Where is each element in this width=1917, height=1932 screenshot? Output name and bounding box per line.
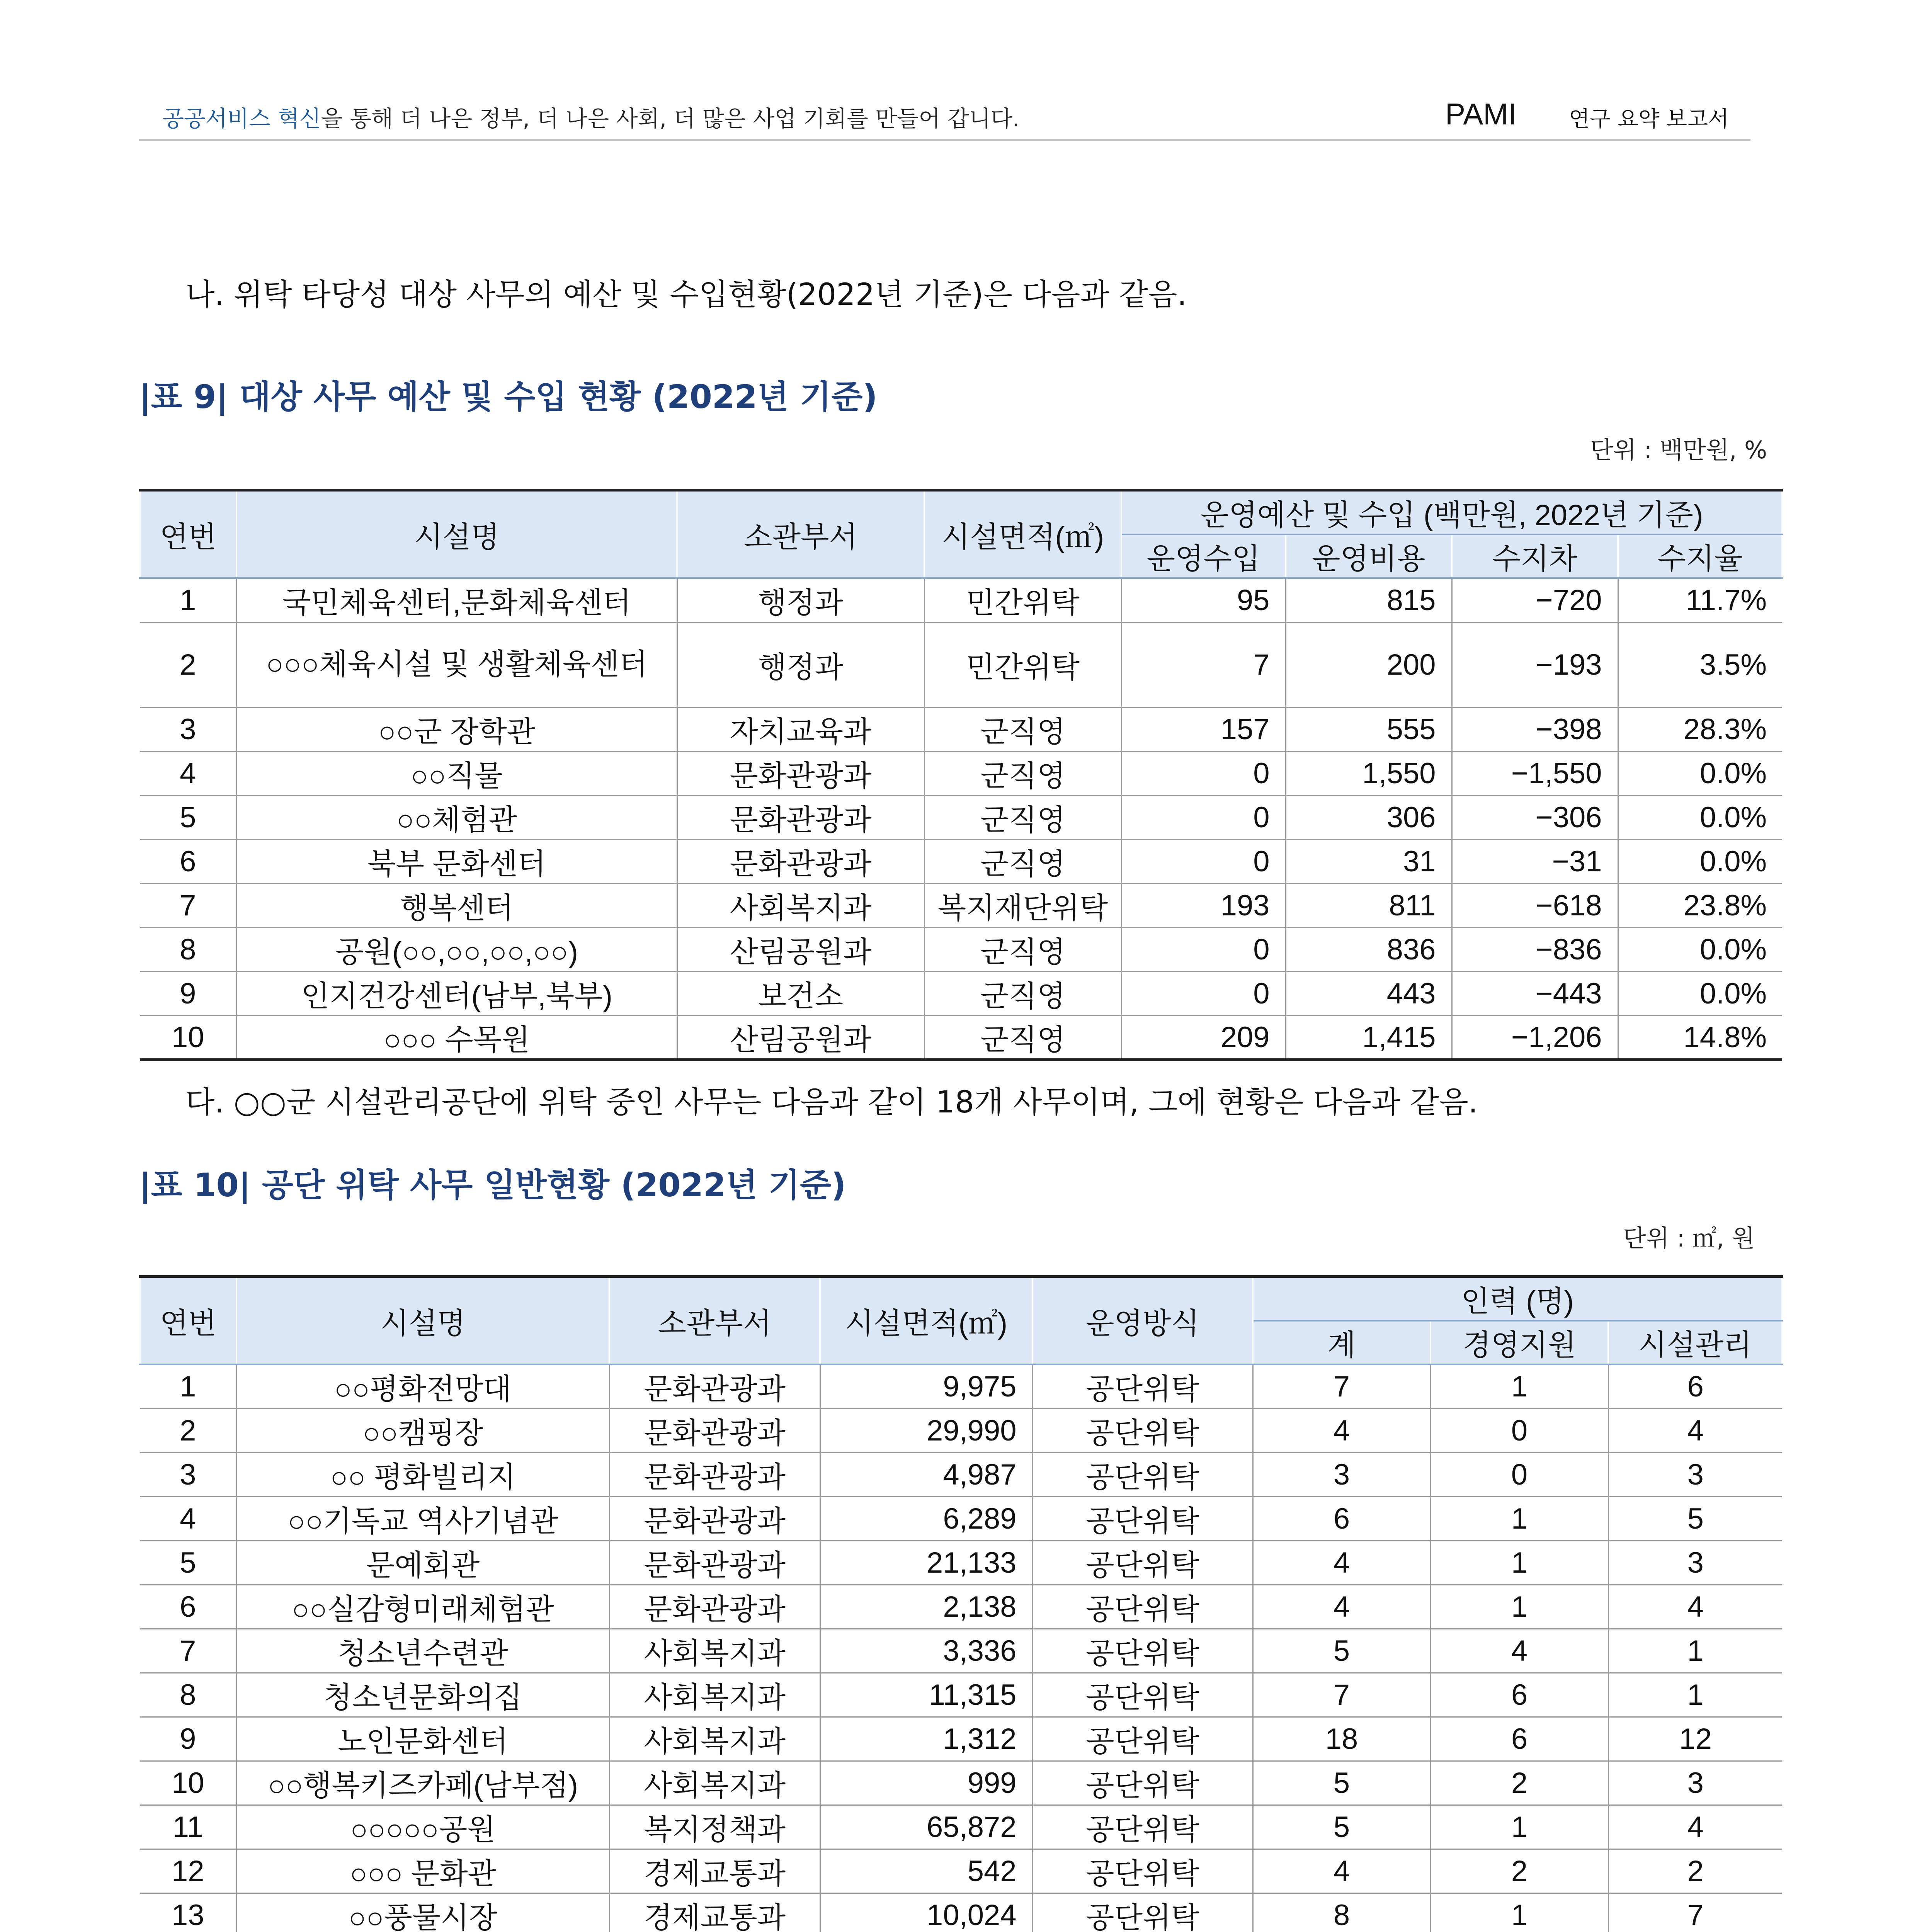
table10-header-total: 계 (1253, 1321, 1431, 1364)
table10-cell-total: 7 (1253, 1364, 1431, 1408)
table10-unit: 단위 : ㎡, 원 (1623, 1224, 1755, 1252)
table10-row (140, 1893, 1782, 1932)
table10-cell-mgmt: 1 (1431, 1585, 1608, 1629)
table10-cell-total: 4 (1253, 1408, 1431, 1452)
table10-cell-facility: 3 (1608, 1452, 1782, 1497)
table10-cell-total: 3 (1253, 1452, 1431, 1497)
table9-cell-no: 5 (140, 795, 236, 839)
table10-cell-facility: 6 (1608, 1364, 1782, 1408)
table10-cell-dept: 문화관광과 (609, 1585, 820, 1629)
table10-cell-mgmt: 0 (1431, 1452, 1608, 1497)
header-brand: PAMI (1445, 97, 1517, 131)
table9-cell-area: 군직영 (924, 707, 1121, 751)
header-tagline (162, 100, 1019, 133)
table10-cell-mgmt: 4 (1431, 1629, 1608, 1673)
table10-cell-no: 8 (140, 1673, 236, 1717)
table10-cell-method: 공단위탁 (1032, 1849, 1253, 1893)
header-tagline-accent: 공공서비스 혁신 (162, 105, 321, 132)
table10-row (140, 1585, 1782, 1629)
table10-cell-method: 공단위탁 (1032, 1629, 1253, 1673)
paragraph-na: 나. 위탁 타당성 대상 사무의 예산 및 수입현황(2022년 기준)은 다음과 같음. (185, 277, 1187, 312)
table9-cell-revenue: 157 (1121, 707, 1286, 751)
table10-cell-name: ○○풍물시장 (236, 1893, 609, 1932)
table10-header-area: 시설면적(㎡) (820, 1277, 1032, 1365)
table9-cell-no: 2 (140, 622, 236, 707)
table10-cell-facility: 4 (1608, 1408, 1782, 1452)
table10-row (140, 1364, 1782, 1408)
table10-cell-mgmt: 1 (1431, 1805, 1608, 1849)
table9-cell-name: ○○직물 (236, 751, 677, 795)
table9-cell-balance: −836 (1452, 927, 1618, 971)
table9-cell-cost: 1,415 (1286, 1015, 1452, 1060)
table9-cell-no: 6 (140, 839, 236, 883)
table10-cell-method: 공단위탁 (1032, 1541, 1253, 1585)
table9-cell-ratio: 11.7% (1618, 578, 1782, 622)
table9-cell-area: 민간위탁 (924, 578, 1121, 622)
table9-cell-no: 1 (140, 578, 236, 622)
table9-cell-cost: 443 (1286, 971, 1452, 1015)
table9-cell-ratio: 28.3% (1618, 707, 1782, 751)
table10-row (140, 1408, 1782, 1452)
table9-cell-area: 복지재단위탁 (924, 883, 1121, 927)
table9-cell-balance: −1,206 (1452, 1015, 1618, 1060)
header-doc-type: 연구 요약 보고서 (1569, 107, 1729, 132)
table9-cell-name: 행복센터 (236, 883, 677, 927)
paragraph-da: 다. ○○군 시설관리공단에 위탁 중인 사무는 다음과 같이 18개 사무이며, 그에 현황은 다음과 같음. (185, 1085, 1478, 1120)
table10-header-mgmt: 경영지원 (1431, 1321, 1608, 1364)
table10-cell-total: 6 (1253, 1497, 1431, 1541)
table9-unit: 단위 : 백만원, % (1590, 436, 1767, 464)
table9-header-name: 시설명 (236, 490, 677, 578)
table10-cell-mgmt: 2 (1431, 1761, 1608, 1805)
table10-cell-area: 11,315 (820, 1673, 1032, 1717)
table9-cell-name: 북부 문화센터 (236, 839, 677, 883)
table9-header-area: 시설면적(㎡) (924, 490, 1121, 578)
table9-cell-no: 10 (140, 1015, 236, 1060)
table9-row (140, 883, 1782, 927)
table10-cell-total: 5 (1253, 1805, 1431, 1849)
table10-cell-facility: 5 (1608, 1497, 1782, 1541)
table10-header-method: 운영방식 (1032, 1277, 1253, 1365)
table9-cell-no: 7 (140, 883, 236, 927)
page-header (139, 97, 1750, 141)
table9-header-dept: 소관부서 (677, 490, 924, 578)
table10-cell-mgmt: 1 (1431, 1364, 1608, 1408)
table9-cell-ratio: 0.0% (1618, 971, 1782, 1015)
table9-cell-area: 민간위탁 (924, 622, 1121, 707)
table10-cell-area: 21,133 (820, 1541, 1032, 1585)
table10-cell-facility: 2 (1608, 1849, 1782, 1893)
table10-cell-method: 공단위탁 (1032, 1673, 1253, 1717)
table10-cell-name: ○○실감형미래체험관 (236, 1585, 609, 1629)
table9-cell-name: 인지건강센터(남부,북부) (236, 971, 677, 1015)
table10-cell-dept: 사회복지과 (609, 1673, 820, 1717)
table9-cell-dept: 행정과 (677, 622, 924, 707)
table9-cell-revenue: 0 (1121, 971, 1286, 1015)
table10-row (140, 1849, 1782, 1893)
table9-cell-cost: 836 (1286, 927, 1452, 971)
table10-cell-area: 29,990 (820, 1408, 1032, 1452)
table9-cell-no: 9 (140, 971, 236, 1015)
table9-cell-balance: −398 (1452, 707, 1618, 751)
table9-cell-cost: 815 (1286, 578, 1452, 622)
table9-cell-revenue: 209 (1121, 1015, 1286, 1060)
table10-cell-name: ○○행복키즈카페(남부점) (236, 1761, 609, 1805)
table10-cell-name: ○○○○○공원 (236, 1805, 609, 1849)
table9-cell-dept: 문화관광과 (677, 751, 924, 795)
table10-cell-method: 공단위탁 (1032, 1364, 1253, 1408)
table9-cell-name: ○○○체육시설 및 생활체육센터 (236, 622, 677, 707)
table10-cell-name: ○○○ 문화관 (236, 1849, 609, 1893)
table9-cell-revenue: 0 (1121, 751, 1286, 795)
table9-cell-balance: −306 (1452, 795, 1618, 839)
table10-cell-mgmt: 6 (1431, 1673, 1608, 1717)
table9-row (140, 795, 1782, 839)
table10-cell-facility: 1 (1608, 1673, 1782, 1717)
table10-cell-dept: 사회복지과 (609, 1717, 820, 1761)
table9-cell-cost: 555 (1286, 707, 1452, 751)
table9-cell-ratio: 0.0% (1618, 751, 1782, 795)
table9-cell-dept: 산림공원과 (677, 1015, 924, 1060)
table10-cell-dept: 문화관광과 (609, 1408, 820, 1452)
table9-cell-cost: 31 (1286, 839, 1452, 883)
table9-row (140, 622, 1782, 707)
table9-cell-name: ○○○ 수목원 (236, 1015, 677, 1060)
table9-cell-dept: 산림공원과 (677, 927, 924, 971)
table9-cell-balance: −443 (1452, 971, 1618, 1015)
table9-cell-ratio: 14.8% (1618, 1015, 1782, 1060)
table9-cell-revenue: 7 (1121, 622, 1286, 707)
table10-cell-no: 13 (140, 1893, 236, 1932)
table9-cell-revenue: 193 (1121, 883, 1286, 927)
table9-cell-cost: 811 (1286, 883, 1452, 927)
table10-row (140, 1452, 1782, 1497)
table10-cell-name: ○○기독교 역사기념관 (236, 1497, 609, 1541)
table10-cell-area: 10,024 (820, 1893, 1032, 1932)
table9-cell-no: 8 (140, 927, 236, 971)
table9-cell-area: 군직영 (924, 751, 1121, 795)
table10-cell-area: 542 (820, 1849, 1032, 1893)
table10-cell-dept: 사회복지과 (609, 1629, 820, 1673)
table10-title: |표 10| 공단 위탁 사무 일반현황 (2022년 기준) (139, 1166, 846, 1204)
table9-cell-name: ○○체험관 (236, 795, 677, 839)
table10-cell-no: 7 (140, 1629, 236, 1673)
table10-cell-total: 8 (1253, 1893, 1431, 1932)
table9-row (140, 1015, 1782, 1060)
table10-cell-dept: 경제교통과 (609, 1849, 820, 1893)
table10-cell-method: 공단위탁 (1032, 1452, 1253, 1497)
table9-cell-area: 군직영 (924, 795, 1121, 839)
table10-cell-facility: 4 (1608, 1805, 1782, 1849)
table10-body (140, 1364, 1782, 1932)
table9-cell-no: 4 (140, 751, 236, 795)
table9-cell-ratio: 0.0% (1618, 839, 1782, 883)
table10-cell-method: 공단위탁 (1032, 1497, 1253, 1541)
table10-cell-name: ○○평화전망대 (236, 1364, 609, 1408)
table9-cell-area: 군직영 (924, 839, 1121, 883)
table10-cell-name: 청소년문화의집 (236, 1673, 609, 1717)
table10-cell-total: 4 (1253, 1585, 1431, 1629)
table9-cell-name: ○○군 장학관 (236, 707, 677, 751)
table9-cell-revenue: 0 (1121, 839, 1286, 883)
header-tagline-rest: 을 통해 더 나은 정부, 더 나은 사회, 더 많은 사업 기회를 만들어 갑니다. (321, 105, 1020, 132)
table10-cell-facility: 12 (1608, 1717, 1782, 1761)
table10-cell-facility: 3 (1608, 1761, 1782, 1805)
table9-title: |표 9| 대상 사무 예산 및 수입 현황 (2022년 기준) (139, 378, 878, 416)
table10-header-name: 시설명 (236, 1277, 609, 1365)
table10-cell-no: 3 (140, 1452, 236, 1497)
table10-cell-name: 청소년수련관 (236, 1629, 609, 1673)
table9-cell-balance: −193 (1452, 622, 1618, 707)
table10-cell-facility: 7 (1608, 1893, 1782, 1932)
table10-cell-name: 노인문화센터 (236, 1717, 609, 1761)
table10-cell-no: 9 (140, 1717, 236, 1761)
table9-header-ratio: 수지율 (1618, 534, 1782, 578)
table9-body (140, 578, 1782, 1060)
table9-cell-balance: −31 (1452, 839, 1618, 883)
table10-cell-mgmt: 2 (1431, 1849, 1608, 1893)
table10-cell-facility: 1 (1608, 1629, 1782, 1673)
table10-cell-method: 공단위탁 (1032, 1805, 1253, 1849)
table10-cell-total: 5 (1253, 1629, 1431, 1673)
table9-cell-revenue: 0 (1121, 927, 1286, 971)
table10-row (140, 1629, 1782, 1673)
table10-cell-total: 4 (1253, 1541, 1431, 1585)
table9-cell-cost: 200 (1286, 622, 1452, 707)
table10-header-dept: 소관부서 (609, 1277, 820, 1365)
table10-cell-no: 1 (140, 1364, 236, 1408)
table10-cell-dept: 사회복지과 (609, 1761, 820, 1805)
table9-cell-dept: 문화관광과 (677, 795, 924, 839)
table9-cell-dept: 사회복지과 (677, 883, 924, 927)
table10-cell-method: 공단위탁 (1032, 1717, 1253, 1761)
table9-cell-ratio: 0.0% (1618, 795, 1782, 839)
table9-cell-name: 공원(○○,○○,○○,○○) (236, 927, 677, 971)
table10-cell-area: 4,987 (820, 1452, 1032, 1497)
table9-cell-name: 국민체육센터,문화체육센터 (236, 578, 677, 622)
table10-cell-mgmt: 6 (1431, 1717, 1608, 1761)
table10-cell-method: 공단위탁 (1032, 1585, 1253, 1629)
table10-cell-name: ○○캠핑장 (236, 1408, 609, 1452)
table10-cell-area: 2,138 (820, 1585, 1032, 1629)
table9-header-cost: 운영비용 (1286, 534, 1452, 578)
table10-cell-dept: 문화관광과 (609, 1497, 820, 1541)
table9-cell-area: 군직영 (924, 1015, 1121, 1060)
table10-cell-no: 2 (140, 1408, 236, 1452)
table10-row (140, 1497, 1782, 1541)
table10-cell-facility: 3 (1608, 1541, 1782, 1585)
table10-cell-name: 문예회관 (236, 1541, 609, 1585)
table9-header-group: 운영예산 및 수입 (백만원, 2022년 기준) (1121, 490, 1782, 535)
table10-header-facility: 시설관리 (1608, 1321, 1782, 1364)
table10-cell-method: 공단위탁 (1032, 1408, 1253, 1452)
table10-cell-name: ○○ 평화빌리지 (236, 1452, 609, 1497)
table10-cell-mgmt: 1 (1431, 1497, 1608, 1541)
table9-cell-revenue: 95 (1121, 578, 1286, 622)
table10-cell-area: 65,872 (820, 1805, 1032, 1849)
table10-cell-area: 9,975 (820, 1364, 1032, 1408)
table10 (139, 1275, 1783, 1932)
table10-cell-area: 1,312 (820, 1717, 1032, 1761)
table10-row (140, 1717, 1782, 1761)
table9-cell-no: 3 (140, 707, 236, 751)
table9-cell-balance: −1,550 (1452, 751, 1618, 795)
table10-cell-no: 12 (140, 1849, 236, 1893)
table10-cell-total: 7 (1253, 1673, 1431, 1717)
table10-cell-no: 6 (140, 1585, 236, 1629)
table9-header-revenue: 운영수입 (1121, 534, 1286, 578)
table10-cell-no: 5 (140, 1541, 236, 1585)
table10-cell-mgmt: 1 (1431, 1541, 1608, 1585)
table9-cell-ratio: 3.5% (1618, 622, 1782, 707)
table10-cell-method: 공단위탁 (1032, 1893, 1253, 1932)
table9-row (140, 927, 1782, 971)
table10-row (140, 1805, 1782, 1849)
table9-row (140, 707, 1782, 751)
table10-cell-dept: 복지정책과 (609, 1805, 820, 1849)
table10-header-group: 인력 (명) (1253, 1277, 1782, 1321)
table9-row (140, 971, 1782, 1015)
table10-cell-area: 3,336 (820, 1629, 1032, 1673)
table10-cell-total: 4 (1253, 1849, 1431, 1893)
table9-cell-area: 군직영 (924, 927, 1121, 971)
table9-cell-dept: 문화관광과 (677, 839, 924, 883)
table10-cell-no: 11 (140, 1805, 236, 1849)
table9 (139, 489, 1783, 1061)
table9-cell-dept: 자치교육과 (677, 707, 924, 751)
table9-header-no: 연번 (140, 490, 236, 578)
table9-row (140, 578, 1782, 622)
table10-cell-area: 999 (820, 1761, 1032, 1805)
table9-cell-area: 군직영 (924, 971, 1121, 1015)
table9-cell-balance: −618 (1452, 883, 1618, 927)
table9-cell-revenue: 0 (1121, 795, 1286, 839)
table9-cell-ratio: 23.8% (1618, 883, 1782, 927)
table9-cell-dept: 행정과 (677, 578, 924, 622)
table10-cell-no: 4 (140, 1497, 236, 1541)
table9-cell-cost: 306 (1286, 795, 1452, 839)
table9-header-balance: 수지차 (1452, 534, 1618, 578)
table10-cell-dept: 문화관광과 (609, 1541, 820, 1585)
table9-row (140, 751, 1782, 795)
table9-cell-ratio: 0.0% (1618, 927, 1782, 971)
table10-cell-dept: 문화관광과 (609, 1452, 820, 1497)
table10-cell-dept: 경제교통과 (609, 1893, 820, 1932)
table10-row (140, 1541, 1782, 1585)
table10-cell-mgmt: 1 (1431, 1893, 1608, 1932)
table10-row (140, 1761, 1782, 1805)
table9-cell-dept: 보건소 (677, 971, 924, 1015)
table10-cell-method: 공단위탁 (1032, 1761, 1253, 1805)
table10-header-no: 연번 (140, 1277, 236, 1365)
table10-cell-mgmt: 0 (1431, 1408, 1608, 1452)
table9-row (140, 839, 1782, 883)
table10-cell-total: 5 (1253, 1761, 1431, 1805)
table10-cell-no: 10 (140, 1761, 236, 1805)
table10-cell-dept: 문화관광과 (609, 1364, 820, 1408)
table10-row (140, 1673, 1782, 1717)
table10-cell-total: 18 (1253, 1717, 1431, 1761)
table10-cell-facility: 4 (1608, 1585, 1782, 1629)
table9-cell-balance: −720 (1452, 578, 1618, 622)
table9-cell-cost: 1,550 (1286, 751, 1452, 795)
table10-cell-area: 6,289 (820, 1497, 1032, 1541)
